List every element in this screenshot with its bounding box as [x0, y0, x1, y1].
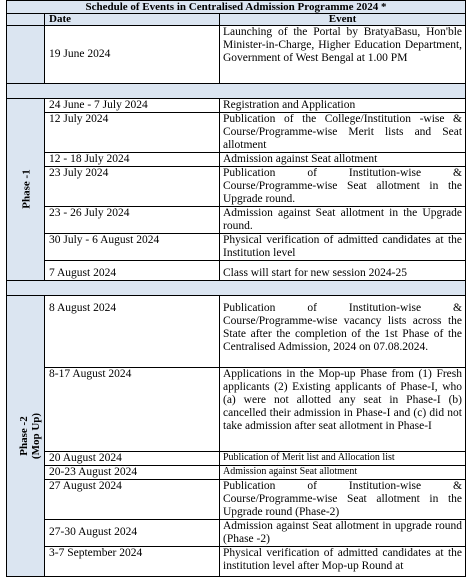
table-row	[7, 368, 466, 452]
phase-1-label-cell	[7, 99, 45, 281]
table-row	[7, 520, 466, 547]
row-date: 8 August 2024	[45, 296, 220, 368]
row-date: 27 August 2024	[45, 480, 220, 520]
table-row	[7, 153, 466, 167]
phase-2-label	[18, 412, 42, 458]
intro-phase-blank	[7, 26, 45, 84]
row-date: 27-30 August 2024	[45, 520, 220, 547]
row-event: Publication of Institution-wise & Course/Programme-wise Seat allotment in the Upgrade round.	[220, 167, 466, 207]
event-column-header: Event	[220, 14, 466, 26]
phase-header-blank	[7, 14, 45, 26]
row-date: 20-23 August 2024	[45, 466, 220, 480]
header-row	[7, 14, 466, 26]
row-event: Registration and Application	[220, 99, 466, 113]
row-event: Admission against Seat allotment in the Upgrade round.	[220, 207, 466, 234]
row-event: Admission against Seat allotment in upgrade round (Phase -2)	[220, 520, 466, 547]
phase-1-label: Phase -1	[20, 169, 33, 209]
row-date: 23 July 2024	[45, 167, 220, 207]
phase-2-label-line-1: Phase -2	[18, 415, 31, 456]
table-row	[7, 547, 466, 577]
row-date: 23 - 26 July 2024	[45, 207, 220, 234]
schedule-table	[6, 0, 466, 577]
row-event: Publication of Merit list and Allocation list	[220, 452, 466, 466]
row-date: 7 August 2024	[45, 261, 220, 281]
table-row	[7, 466, 466, 480]
separator-row	[7, 84, 466, 99]
row-event: Admission against Seat allotment	[220, 153, 466, 167]
phase-2-label-cell	[7, 296, 45, 577]
row-date: 20 August 2024	[45, 452, 220, 466]
row-date: 12 - 18 July 2024	[45, 153, 220, 167]
row-date: 19 June 2024	[45, 26, 220, 84]
table-title: Schedule of Events in Centralised Admission Programme 2024 *	[7, 1, 466, 14]
separator-row	[7, 281, 466, 296]
table-row	[7, 480, 466, 520]
table-row	[7, 167, 466, 207]
row-event: Admission against Seat allotment	[220, 466, 466, 480]
row-event: Publication of Institution-wise & Course/Programme-wise Seat allotment in the Upgrade round (Phase-2)	[220, 480, 466, 520]
row-event: Physical verification of admitted candidates at the Institution level	[220, 234, 466, 261]
table-row	[7, 296, 466, 368]
table-row	[7, 452, 466, 466]
row-date: 30 July - 6 August 2024	[45, 234, 220, 261]
table-row	[7, 261, 466, 281]
table-row	[7, 207, 466, 234]
row-event: Applications in the Mop-up Phase from (1) Fresh applicants (2) Existing applicants of Phase-I, who (a) were not allotted any seat in Phase-I (b) cancelled their admission in Phase-I and (c) did not take admission after seat allotment in Phase-I	[220, 368, 466, 452]
row-date: 3-7 September 2024	[45, 547, 220, 577]
table-row	[7, 26, 466, 84]
row-date: 24 June - 7 July 2024	[45, 99, 220, 113]
row-date: 12 July 2024	[45, 113, 220, 153]
table-row	[7, 113, 466, 153]
table-row	[7, 99, 466, 113]
phase-2-label-line-2: (Mop Up)	[30, 412, 43, 459]
table-row	[7, 234, 466, 261]
row-event: Class will start for new session 2024-25	[220, 261, 466, 281]
row-event: Publication of Institution-wise & Course/Programme-wise vacancy lists across the State after the completion of the 1st Phase of the Centralised Admission, 2024 on 07.08.2024.	[220, 296, 466, 368]
row-event: Launching of the Portal by BratyaBasu, Hon'ble Minister-in-Charge, Higher Education Department, Government of West Bengal at 1.00 PM	[220, 26, 466, 84]
row-event: Physical verification of admitted candidates at the institution level after Mop-up Round at	[220, 547, 466, 577]
row-date: 8-17 August 2024	[45, 368, 220, 452]
date-column-header: Date	[45, 14, 220, 26]
row-event: Publication of the College/Institution -wise & Course/Programme-wise Merit lists and Seat allotment	[220, 113, 466, 153]
title-row	[7, 1, 466, 14]
